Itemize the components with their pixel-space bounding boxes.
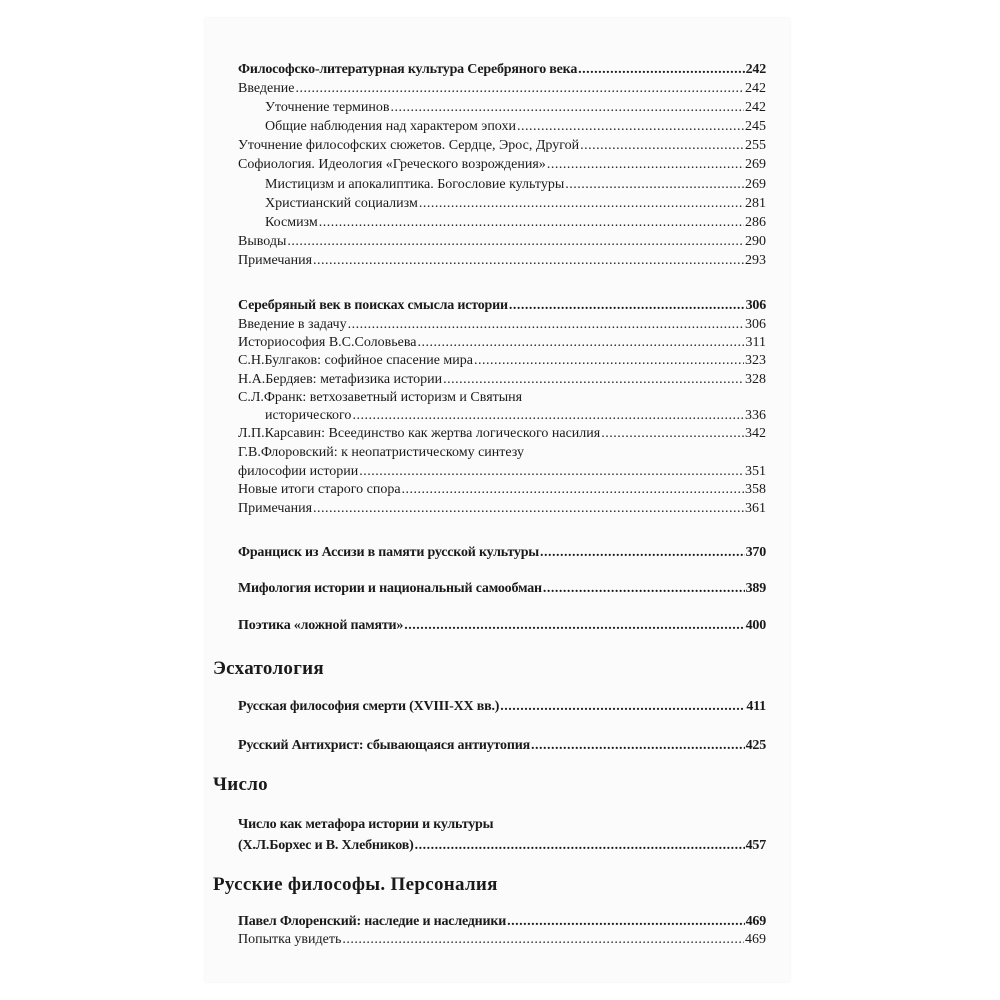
dot-leader	[601, 425, 744, 443]
toc-entry	[238, 931, 766, 949]
toc-entry-page: 323	[745, 353, 766, 368]
dot-leader	[391, 99, 744, 117]
toc-entry	[238, 837, 766, 855]
toc-entry	[238, 352, 766, 370]
dot-leader	[443, 371, 744, 389]
toc-entry-title: Франциск из Ассизи в памяти русской культуры	[238, 545, 540, 560]
dot-leader	[295, 80, 744, 98]
toc-entry-title: Общие наблюдения над характером эпохи	[265, 119, 516, 134]
toc-entry	[265, 214, 766, 232]
toc-entry-page: 242	[745, 100, 766, 115]
toc-entry-page: 242	[745, 62, 766, 77]
toc-entry-title: Л.П.Карсавин: Всеединство как жертва логического насилия	[238, 426, 601, 441]
dot-leader	[517, 118, 744, 136]
toc-entry-page: 255	[745, 138, 766, 153]
toc-entry-title: Космизм	[265, 215, 318, 230]
toc-entry-title: Примечания	[238, 501, 313, 516]
toc-entry-title: Выводы	[238, 234, 287, 249]
toc-entry-page: 269	[745, 157, 766, 172]
toc-entry-page: 306	[745, 317, 766, 332]
toc-entry-title: исторического	[265, 408, 352, 423]
toc-entry-page: 328	[745, 372, 766, 387]
dot-leader	[319, 214, 744, 232]
toc-entry-title: Философско-литературная культура Серебряного века	[238, 62, 578, 77]
toc-entry	[265, 118, 766, 136]
toc-entry	[238, 316, 766, 334]
dot-leader	[543, 580, 745, 598]
toc-entry-title: Мистицизм и апокалиптика. Богословие культуры	[265, 177, 565, 192]
toc-entry-page: 311	[745, 335, 766, 350]
toc-entry-page: 469	[745, 932, 766, 947]
toc-entry	[238, 371, 766, 389]
toc-entry	[238, 137, 766, 155]
toc-entry-title: Введение в задачу	[238, 317, 347, 332]
toc-entry	[238, 425, 766, 443]
toc-entry-page: 370	[745, 545, 766, 560]
toc-entry-title: Примечания	[238, 253, 313, 268]
toc-entry	[238, 463, 766, 481]
toc-entry	[238, 544, 766, 562]
dot-leader	[359, 463, 744, 481]
toc-entry-page: 342	[745, 426, 766, 441]
toc-entry	[238, 233, 766, 251]
toc-entry-page: 457	[745, 838, 766, 853]
dot-leader	[547, 156, 744, 174]
dot-leader	[474, 352, 744, 370]
toc-entry-title: Уточнение философских сюжетов. Сердце, Эрос, Другой	[238, 138, 580, 153]
toc-entry	[238, 252, 766, 270]
dot-leader	[565, 176, 744, 194]
toc-entry-title-line: Число как метафора истории и культуры	[238, 817, 494, 832]
toc-entry-page: 293	[745, 253, 766, 268]
toc-entry	[238, 334, 766, 352]
toc-entry-page: 286	[745, 215, 766, 230]
toc-entry-title: Серебряный век в поисках смысла истории	[238, 298, 508, 313]
dot-leader	[580, 137, 744, 155]
toc-entry-title: Новые итоги старого спора	[238, 482, 401, 497]
toc-entry-page: 425	[745, 738, 766, 753]
dot-leader	[352, 407, 744, 425]
toc-entry-title-line: Г.В.Флоровский: к неопатристическому синтезу	[238, 445, 525, 460]
toc-entry-page: 411	[746, 699, 766, 714]
toc-entry-title: Христианский социализм	[265, 196, 418, 211]
dot-leader	[509, 297, 745, 315]
dot-leader	[287, 233, 744, 251]
dot-leader	[540, 544, 745, 562]
dot-leader	[578, 61, 744, 79]
toc-entry-title: Н.А.Бердяев: метафизика истории	[238, 372, 443, 387]
dot-leader	[419, 195, 744, 213]
toc-entry	[238, 737, 766, 755]
toc-entry-title: Попытка увидеть	[238, 932, 342, 947]
toc-entry-title-line: С.Л.Франк: ветхозаветный историзм и Святыня	[238, 390, 523, 405]
toc-entry-title: Павел Флоренский: наследие и наследники	[238, 914, 507, 929]
toc-entry-title: Поэтика «ложной памяти»	[238, 618, 404, 633]
toc-entry	[238, 61, 766, 79]
toc-entry-title: философии истории	[238, 464, 359, 479]
dot-leader	[531, 737, 745, 755]
toc-entry-title: Мифология истории и национальный самообман	[238, 581, 542, 596]
dot-leader	[404, 617, 744, 635]
toc-entry	[238, 500, 766, 518]
toc-entry-page: 281	[745, 196, 766, 211]
toc-entry-page: 242	[745, 81, 766, 96]
toc-entry	[238, 580, 766, 598]
toc-entry	[238, 297, 766, 315]
toc-entry	[238, 617, 766, 635]
dot-leader	[313, 252, 744, 270]
toc-entry-title: Русский Антихрист: сбывающаяся антиутопия	[238, 738, 530, 753]
toc-entry-title: Уточнение терминов	[265, 100, 390, 115]
toc-entry	[238, 698, 766, 716]
toc-entry-page: 290	[745, 234, 766, 249]
section-heading: Число	[213, 774, 268, 795]
toc-entry	[265, 99, 766, 117]
dot-leader	[342, 931, 744, 949]
toc-entry-page: 469	[745, 914, 766, 929]
toc-entry-page: 389	[745, 581, 766, 596]
toc-entry-title: Введение	[238, 81, 295, 96]
toc-entry-page: 400	[745, 618, 766, 633]
toc-entry-title: Русская философия смерти (XVIII-XX вв.)	[238, 699, 500, 714]
toc-entry	[238, 156, 766, 174]
toc-entry-title: (Х.Л.Борхес и В. Хлебников)	[238, 838, 414, 853]
toc-entry-title: Историософия В.С.Соловьева	[238, 335, 417, 350]
toc-entry	[238, 481, 766, 499]
toc-entry-page: 361	[745, 501, 766, 516]
section-heading: Эсхатология	[213, 658, 324, 679]
toc-entry-page: 358	[745, 482, 766, 497]
toc-entry-title: С.Н.Булгаков: софийное спасение мира	[238, 353, 473, 368]
toc-entry	[238, 80, 766, 98]
dot-leader	[417, 334, 744, 352]
toc-entry-page: 351	[745, 464, 766, 479]
dot-leader	[500, 698, 745, 716]
dot-leader	[313, 500, 744, 518]
toc-entry	[265, 176, 766, 194]
dot-leader	[507, 913, 744, 931]
toc-entry	[238, 913, 766, 931]
toc-entry-title: Софиология. Идеология «Греческого возрождения»	[238, 157, 546, 172]
toc-entry-page: 306	[745, 298, 766, 313]
toc-entry-page: 269	[745, 177, 766, 192]
toc-entry	[265, 407, 766, 425]
toc-entry	[265, 195, 766, 213]
dot-leader	[402, 481, 744, 499]
toc-entry-page: 336	[745, 408, 766, 423]
dot-leader	[348, 316, 744, 334]
section-heading: Русские философы. Персоналия	[213, 874, 498, 895]
dot-leader	[415, 837, 745, 855]
toc-entry-page: 245	[745, 119, 766, 134]
